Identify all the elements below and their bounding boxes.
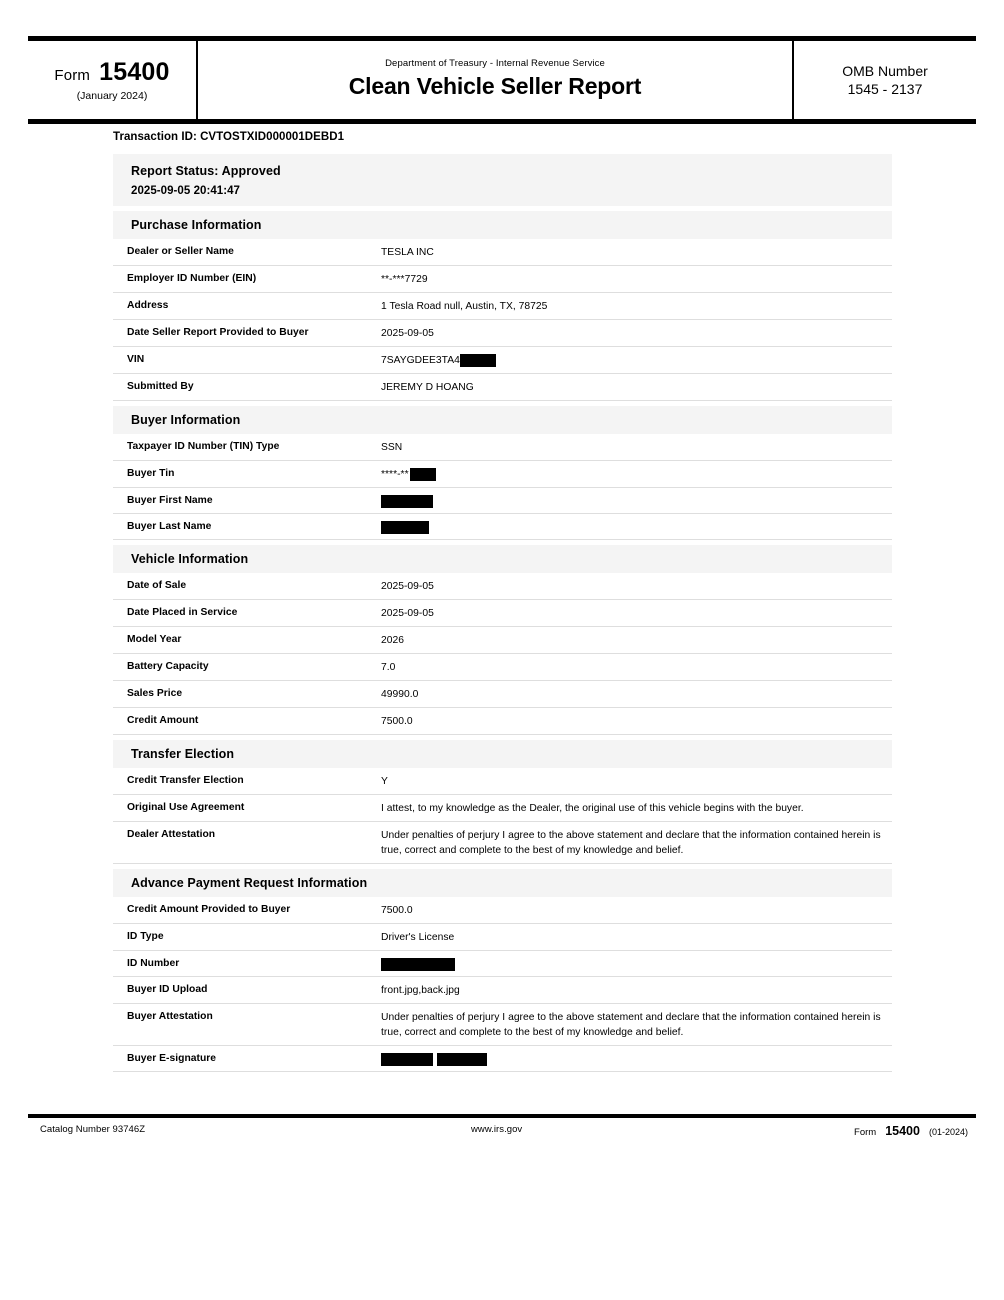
table-row-buyer-id-upload: [113, 977, 892, 1004]
row-label: Credit Transfer Election: [127, 775, 244, 786]
row-value: Under penalties of perjury I agree to the above statement and declare that the information contained herein is true, correct and complete to the best of my knowledge and belief.: [381, 830, 881, 856]
row-label: Buyer ID Upload: [127, 984, 208, 995]
table-row-dealer-attestation: [113, 822, 892, 864]
redaction-bar-id-number: [381, 958, 455, 971]
row-label: VIN: [127, 354, 145, 365]
form-number-line: [54, 58, 169, 87]
form-content: [113, 154, 892, 1072]
row-label: Dealer or Seller Name: [127, 246, 234, 257]
row-value: 7500.0: [381, 905, 413, 916]
row-value: Driver's License: [381, 932, 455, 943]
section-header-transfer-election: Transfer Election: [113, 740, 892, 768]
row-label: Date of Sale: [127, 580, 187, 591]
table-row-model-year: [113, 627, 892, 654]
row-value: 2025-09-05: [381, 328, 434, 339]
form-footer: [28, 1124, 976, 1140]
transaction-id: Transaction ID: CVTOSTXID000001DEBD1: [113, 131, 345, 143]
catalog-number: Catalog Number 93746Z: [40, 1124, 146, 1135]
section-header-advance-payment: Advance Payment Request Information: [113, 869, 892, 897]
form-revision-date: (January 2024): [76, 90, 148, 102]
section-header-purchase: Purchase Information: [113, 211, 892, 239]
footer-form-block: [854, 1124, 968, 1138]
form-word-label: Form: [54, 67, 91, 84]
row-value: front.jpg,back.jpg: [381, 985, 460, 996]
footer-form-word: Form: [854, 1127, 877, 1138]
row-label: Buyer Last Name: [127, 521, 212, 532]
redaction-bar-signature-first: [381, 1053, 433, 1066]
status-badge: Report Status: Approved: [131, 164, 281, 178]
row-label: Original Use Agreement: [127, 802, 245, 813]
table-row-buyer-esignature: [113, 1046, 892, 1072]
redaction-bar-first-name: [381, 495, 433, 508]
redaction-bar-signature-second: [437, 1053, 487, 1066]
row-value-group: [381, 467, 892, 482]
row-label: Model Year: [127, 634, 182, 645]
row-label: Dealer Attestation: [127, 829, 216, 840]
form-number-cell: [28, 41, 198, 119]
row-value: 2025-09-05: [381, 581, 434, 592]
table-row-buyer-attestation: [113, 1004, 892, 1046]
row-label: ID Number: [127, 958, 180, 969]
row-label: Buyer Tin: [127, 468, 175, 479]
row-value: **-***7729: [381, 274, 428, 285]
row-value: TESLA INC: [381, 247, 434, 258]
redaction-bar-last-name: [381, 521, 429, 534]
row-label: Buyer Attestation: [127, 1011, 213, 1022]
table-row-date-of-sale: [113, 573, 892, 600]
row-value: I attest, to my knowledge as the Dealer, the original use of this vehicle begins with the buyer.: [381, 803, 804, 814]
table-row-original-use-agreement: [113, 795, 892, 822]
row-label: Sales Price: [127, 688, 183, 699]
row-label: Credit Amount: [127, 715, 199, 726]
row-value-group: [381, 353, 892, 368]
row-label: Submitted By: [127, 381, 194, 392]
table-row-submitted-by: [113, 374, 892, 401]
table-row-dealer-name: [113, 239, 892, 266]
redaction-bar-vin: [460, 354, 496, 367]
report-status-block: [113, 154, 892, 206]
row-label: Employer ID Number (EIN): [127, 273, 257, 284]
row-label: Address: [127, 300, 169, 311]
row-value-group: [381, 1052, 892, 1066]
form-title-cell: [198, 41, 794, 119]
omb-value: 1545 - 2137: [847, 81, 923, 97]
table-row-sales-price: [113, 681, 892, 708]
row-label: Buyer First Name: [127, 495, 213, 506]
table-row-tin-type: [113, 434, 892, 461]
status-timestamp: 2025-09-05 20:41:47: [131, 185, 241, 197]
table-row-date-provided: [113, 320, 892, 347]
vin-value: 7SAYGDEE3TA4: [381, 355, 460, 366]
section-header-buyer: Buyer Information: [113, 406, 892, 434]
department-label: Department of Treasury - Internal Revenue Service: [385, 58, 605, 69]
omb-number-cell: [794, 41, 976, 119]
row-value-group: [381, 520, 892, 534]
table-row-buyer-last-name: [113, 514, 892, 540]
row-value: 1 Tesla Road null, Austin, TX, 78725: [381, 301, 548, 312]
form-header: [28, 36, 976, 124]
section-header-vehicle: Vehicle Information: [113, 545, 892, 573]
row-label: Buyer E-signature: [127, 1053, 217, 1064]
row-value-group: [381, 957, 892, 971]
footer-form-number: 15400: [885, 1124, 920, 1138]
buyer-tin-value: ****-**: [381, 469, 409, 480]
irs-website-link[interactable]: www.irs.gov: [471, 1124, 523, 1135]
row-label: Date Placed in Service: [127, 607, 238, 618]
row-label: Taxpayer ID Number (TIN) Type: [127, 441, 280, 452]
row-label: Credit Amount Provided to Buyer: [127, 904, 291, 915]
table-row-buyer-tin: [113, 461, 892, 488]
row-value: 2025-09-05: [381, 608, 434, 619]
row-value: JEREMY D HOANG: [381, 382, 474, 393]
table-row-battery-capacity: [113, 654, 892, 681]
table-row-credit-transfer-election: [113, 768, 892, 795]
table-row-buyer-first-name: [113, 488, 892, 514]
table-row-address: [113, 293, 892, 320]
row-value: SSN: [381, 442, 403, 453]
table-row-id-type: [113, 924, 892, 951]
row-value: 7.0: [381, 662, 396, 673]
redaction-bar-buyer-tin: [410, 468, 436, 481]
table-row-date-placed-in-service: [113, 600, 892, 627]
row-value: 7500.0: [381, 716, 413, 727]
row-label: Battery Capacity: [127, 661, 209, 672]
table-row-credit-amount-provided: [113, 897, 892, 924]
row-value-group: [381, 494, 892, 508]
table-row-credit-amount: [113, 708, 892, 735]
row-value: 2026: [381, 635, 404, 646]
row-label: ID Type: [127, 931, 164, 942]
row-label: Date Seller Report Provided to Buyer: [127, 327, 309, 338]
table-row-ein: [113, 266, 892, 293]
row-value: Under penalties of perjury I agree to the above statement and declare that the information contained herein is true, correct and complete to the best of my knowledge and belief.: [381, 1012, 881, 1038]
omb-label: OMB Number: [842, 63, 928, 79]
row-value: 49990.0: [381, 689, 419, 700]
row-value: Y: [381, 776, 388, 787]
footer-form-revision: (01-2024): [928, 1127, 968, 1137]
table-row-vin: [113, 347, 892, 374]
form-number-value: 15400: [99, 58, 170, 86]
table-row-id-number: [113, 951, 892, 977]
page-title: Clean Vehicle Seller Report: [348, 73, 642, 99]
footer-divider: [28, 1114, 976, 1118]
